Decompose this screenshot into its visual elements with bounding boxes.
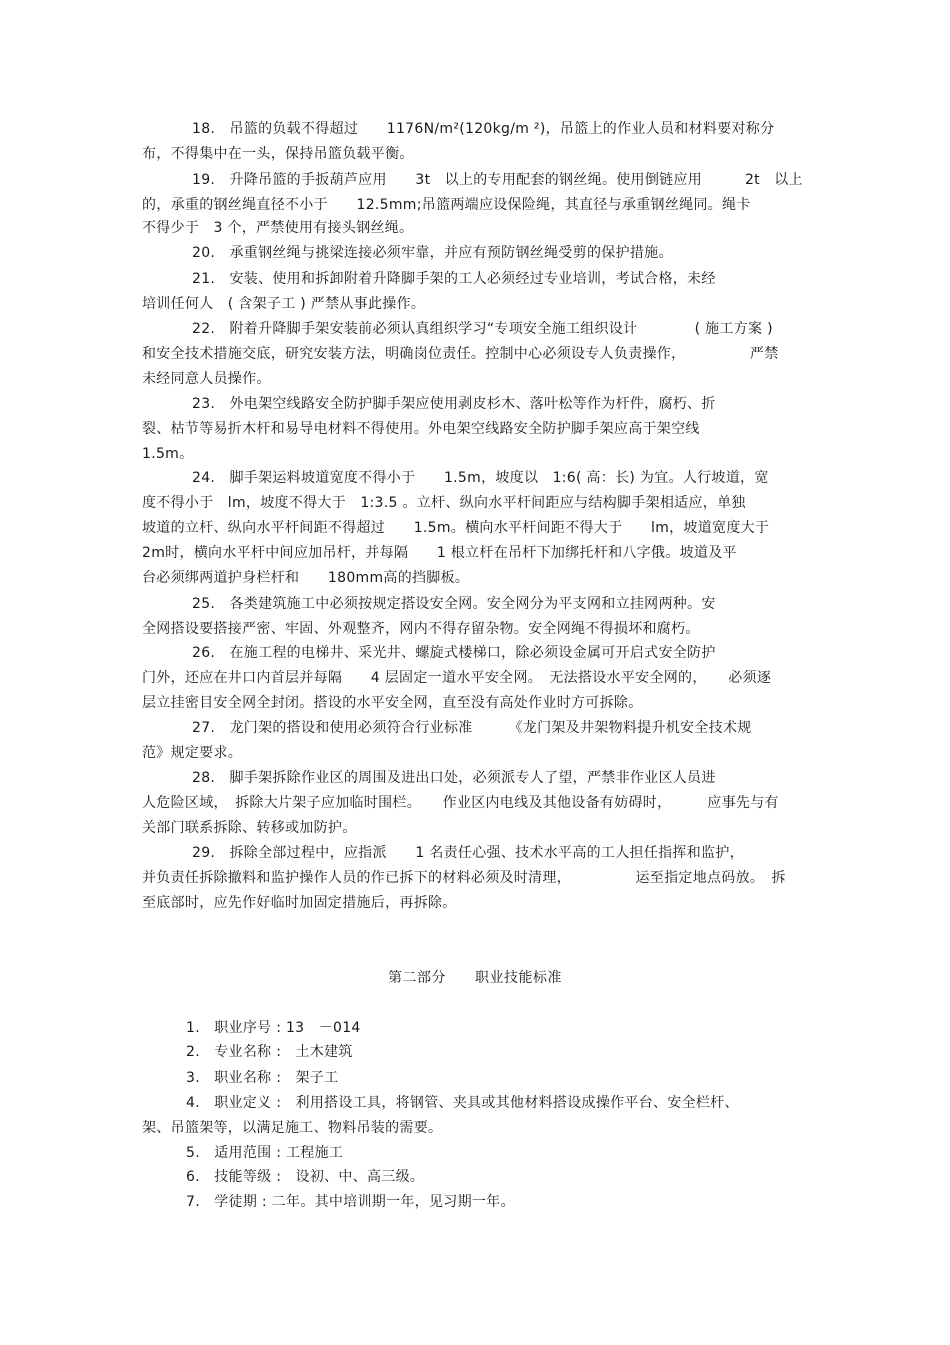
rule-line: 26. 在施工程的电梯井、采光井、螺旋式楼梯口，除必须设金属可开启式安全防护 xyxy=(192,645,716,661)
rule-line: 坡道的立杆、纵向水平杆间距不得超过 1.5m。横向水平杆间距不得大于 lm，坡道宽度大于 xyxy=(142,520,770,536)
rule-line: 29. 拆除全部过程中，应指派 1 名责任心强、技术水平高的工人担任指挥和监护， xyxy=(192,845,744,861)
rule-line: 至底部时，应先作好临时加固定措施后，再拆除。 xyxy=(142,895,457,911)
rule-line: 21. 安装、使用和拆卸附着升降脚手架的工人必须经过专业培训，考试合格，未经 xyxy=(192,271,716,287)
list-item: 4. 职业定义 : 利用搭设工具，将钢管、夹具或其他材料搭设成操作平台、安全栏杆、 xyxy=(186,1095,739,1111)
rule-line: 层立挂密目安全网全封闭。搭设的水平安全网，直至没有高处作业时方可拆除。 xyxy=(142,695,643,711)
rule-line: 不得少于 3 个，严禁使用有接头钢丝绳。 xyxy=(142,220,414,236)
rule-line: 2m时，横向水平杆中间应加吊杆，并每隔 1 根立杆在吊杆下加绑托杆和八字俄。坡道及平 xyxy=(142,545,737,561)
rule-line: 培训任何人 ( 含架子工 ) 严禁从事此操作。 xyxy=(142,296,426,312)
rule-line: 全网搭设要搭接严密、牢固、外观整齐，网内不得存留杂物。安全网绳不得损坏和腐朽。 xyxy=(142,621,700,637)
rule-line: 关部门联系拆除、转移或加防护。 xyxy=(142,820,357,836)
rule-line: 24. 脚手架运料坡道宽度不得小于 1.5m，坡度以 1:6( 高：长) 为宜。人行坡道，宽 xyxy=(192,470,769,486)
list-item: 2. 专业名称 : 土木建筑 xyxy=(186,1044,353,1060)
section-title: 第二部分 职业技能标准 xyxy=(388,970,562,986)
rule-line: 布，不得集中在一头，保持吊篮负载平衡。 xyxy=(142,146,414,162)
rule-line: 和安全技术措施交底，研究安装方法，明确岗位责任。控制中心必须设专人负责操作， 严禁 xyxy=(142,346,779,362)
list-item: 1. 职业序号 : 13 －014 xyxy=(186,1020,361,1036)
rule-line: 度不得小于 lm，坡度不得大于 1:3.5 。立杆、纵向水平杆间距应与结构脚手架相适应，单独 xyxy=(142,495,746,511)
rule-line: 19. 升降吊篮的手扳葫芦应用 3t 以上的专用配套的钢丝绳。使用倒链应用 2t 以上 xyxy=(192,172,803,188)
rule-line: 1.5m。 xyxy=(142,446,194,462)
rule-line: 并负责任拆除撤料和监护操作人员的作已拆下的材料必须及时清理， 运至指定地点码放。 拆 xyxy=(142,870,786,886)
rule-line: 27. 龙门架的搭设和使用必须符合行业标准 《龙门架及井架物料提升机安全技术规 xyxy=(192,720,752,736)
rule-line: 18. 吊篮的负载不得超过 1176N/m²(120kg/m ²)，吊篮上的作业人员和材料要对称分 xyxy=(192,121,775,137)
list-item: 3. 职业名称 : 架子工 xyxy=(186,1070,339,1086)
list-item: 7. 学徒期 : 二年。其中培训期一年，见习期一年。 xyxy=(186,1194,515,1210)
rule-line: 22. 附着升降脚手架安装前必须认真组织学习“专项安全施工组织设计 ( 施工方案 ) xyxy=(192,321,773,337)
rule-line: 25. 各类建筑施工中必须按规定搭设安全网。安全网分为平支网和立挂网两种。安 xyxy=(192,596,716,612)
rule-line: 范》规定要求。 xyxy=(142,745,243,761)
rule-line: 人危险区域， 拆除大片架子应加临时围栏。 作业区内电线及其他设备有妨碍时， 应事先与有 xyxy=(142,795,779,811)
rule-line: 未经同意人员操作。 xyxy=(142,371,271,387)
rule-line: 台必须绑两道护身栏杆和 180mm高的挡脚板。 xyxy=(142,570,470,586)
list-item: 5. 适用范围 : 工程施工 xyxy=(186,1145,344,1161)
rule-line: 门外，还应在井口内首层并每隔 4 层固定一道水平安全网。 无法搭设水平安全网的， 必须逐 xyxy=(142,670,772,686)
rule-line: 的，承重的钢丝绳直径不小于 12.5mm;吊篮两端应设保险绳，其直径与承重钢丝绳同。绳卡 xyxy=(142,197,751,213)
rule-line: 28. 脚手架拆除作业区的周围及进出口处，必须派专人了望，严禁非作业区人员进 xyxy=(192,770,716,786)
rule-line: 23. 外电架空线路安全防护脚手架应使用剥皮杉木、落叶松等作为杆件，腐朽、折 xyxy=(192,396,716,412)
rule-line: 20. 承重钢丝绳与挑梁连接必须牢靠，并应有预防钢丝绳受剪的保护措施。 xyxy=(192,245,673,261)
list-item-continuation: 架、吊篮架等，以满足施工、物料吊装的需要。 xyxy=(142,1120,443,1136)
rule-line: 裂、枯节等易折木杆和易导电材料不得使用。外电架空线路安全防护脚手架应高于架空线 xyxy=(142,421,700,437)
list-item: 6. 技能等级 : 设初、中、高三级。 xyxy=(186,1169,425,1185)
